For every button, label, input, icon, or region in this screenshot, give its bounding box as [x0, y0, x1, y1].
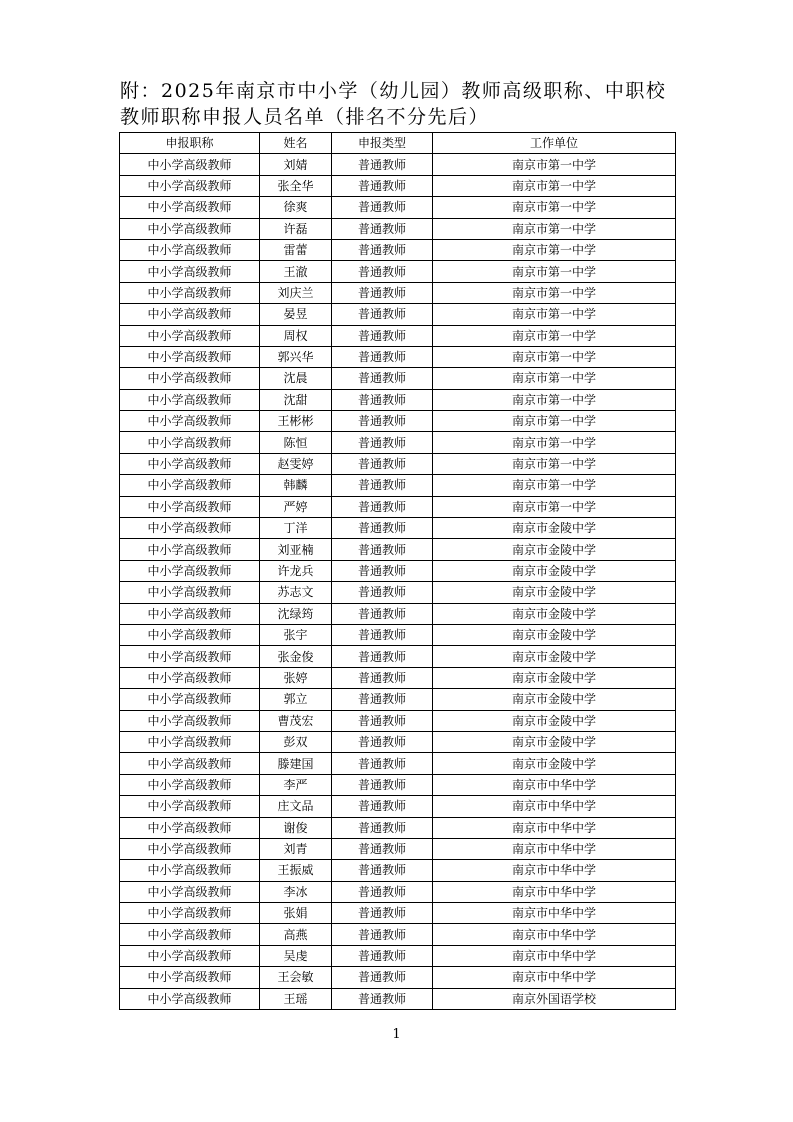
cell-name: 郭立: [260, 689, 332, 710]
cell-work-unit: 南京市中华中学: [433, 924, 676, 945]
cell-name: 韩麟: [260, 475, 332, 496]
cell-work-unit: 南京市中华中学: [433, 796, 676, 817]
cell-work-unit: 南京市第一中学: [433, 175, 676, 196]
cell-work-unit: 南京市金陵中学: [433, 560, 676, 581]
cell-name: 吴虔: [260, 945, 332, 966]
cell-work-unit: 南京市中华中学: [433, 967, 676, 988]
cell-title-applied: 中小学高级教师: [120, 325, 260, 346]
table-row: [120, 624, 676, 645]
cell-name: 张婷: [260, 667, 332, 688]
cell-name: 彭双: [260, 731, 332, 752]
cell-applicant-type: 普通教师: [332, 154, 433, 175]
cell-applicant-type: 普通教师: [332, 282, 433, 303]
cell-work-unit: 南京市第一中学: [433, 475, 676, 496]
cell-applicant-type: 普通教师: [332, 924, 433, 945]
cell-work-unit: 南京市第一中学: [433, 453, 676, 474]
cell-title-applied: 中小学高级教师: [120, 924, 260, 945]
table-body: [120, 154, 676, 1010]
cell-applicant-type: 普通教师: [332, 967, 433, 988]
cell-work-unit: 南京市第一中学: [433, 368, 676, 389]
cell-applicant-type: 普通教师: [332, 838, 433, 859]
cell-work-unit: 南京市第一中学: [433, 239, 676, 260]
cell-applicant-type: 普通教师: [332, 624, 433, 645]
cell-title-applied: 中小学高级教师: [120, 667, 260, 688]
table-row: [120, 860, 676, 881]
cell-name: 刘庆兰: [260, 282, 332, 303]
cell-applicant-type: 普通教师: [332, 175, 433, 196]
cell-name: 张金俊: [260, 646, 332, 667]
cell-title-applied: 中小学高级教师: [120, 175, 260, 196]
cell-name: 王瑶: [260, 988, 332, 1009]
table-row: [120, 667, 676, 688]
cell-work-unit: 南京市第一中学: [433, 346, 676, 367]
cell-title-applied: 中小学高级教师: [120, 453, 260, 474]
cell-work-unit: 南京市金陵中学: [433, 646, 676, 667]
cell-name: 周权: [260, 325, 332, 346]
cell-work-unit: 南京市中华中学: [433, 945, 676, 966]
cell-applicant-type: 普通教师: [332, 411, 433, 432]
cell-name: 郭兴华: [260, 346, 332, 367]
cell-applicant-type: 普通教师: [332, 817, 433, 838]
cell-applicant-type: 普通教师: [332, 945, 433, 966]
cell-name: 沈甜: [260, 389, 332, 410]
cell-name: 张娟: [260, 903, 332, 924]
cell-applicant-type: 普通教师: [332, 560, 433, 581]
cell-title-applied: 中小学高级教师: [120, 881, 260, 902]
cell-work-unit: 南京市中华中学: [433, 817, 676, 838]
table-row: [120, 154, 676, 175]
cell-name: 滕建国: [260, 753, 332, 774]
cell-title-applied: 中小学高级教师: [120, 582, 260, 603]
cell-title-applied: 中小学高级教师: [120, 304, 260, 325]
cell-name: 王振威: [260, 860, 332, 881]
header-name: 姓名: [260, 133, 332, 154]
cell-applicant-type: 普通教师: [332, 603, 433, 624]
cell-work-unit: 南京外国语学校: [433, 988, 676, 1009]
cell-name: 沈绿筠: [260, 603, 332, 624]
cell-work-unit: 南京市金陵中学: [433, 603, 676, 624]
table-row: [120, 881, 676, 902]
cell-name: 严婷: [260, 496, 332, 517]
cell-name: 李严: [260, 774, 332, 795]
cell-applicant-type: 普通教师: [332, 432, 433, 453]
cell-title-applied: 中小学高级教师: [120, 154, 260, 175]
cell-name: 王澈: [260, 261, 332, 282]
cell-work-unit: 南京市金陵中学: [433, 667, 676, 688]
cell-work-unit: 南京市金陵中学: [433, 731, 676, 752]
cell-work-unit: 南京市第一中学: [433, 218, 676, 239]
table-row: [120, 774, 676, 795]
table-row: [120, 903, 676, 924]
table-row: [120, 603, 676, 624]
table-row: [120, 710, 676, 731]
cell-applicant-type: 普通教师: [332, 496, 433, 517]
cell-title-applied: 中小学高级教师: [120, 518, 260, 539]
header-applicant-type: 申报类型: [332, 133, 433, 154]
cell-name: 许磊: [260, 218, 332, 239]
cell-work-unit: 南京市中华中学: [433, 860, 676, 881]
cell-applicant-type: 普通教师: [332, 218, 433, 239]
table-row: [120, 945, 676, 966]
cell-work-unit: 南京市第一中学: [433, 197, 676, 218]
cell-title-applied: 中小学高级教师: [120, 967, 260, 988]
cell-applicant-type: 普通教师: [332, 453, 433, 474]
cell-work-unit: 南京市第一中学: [433, 304, 676, 325]
header-work-unit: 工作单位: [433, 133, 676, 154]
cell-work-unit: 南京市金陵中学: [433, 518, 676, 539]
table-row: [120, 368, 676, 389]
table-row: [120, 496, 676, 517]
table-row: [120, 304, 676, 325]
cell-applicant-type: 普通教师: [332, 475, 433, 496]
table-row: [120, 582, 676, 603]
cell-title-applied: 中小学高级教师: [120, 346, 260, 367]
table-row: [120, 838, 676, 859]
cell-name: 李冰: [260, 881, 332, 902]
cell-title-applied: 中小学高级教师: [120, 731, 260, 752]
cell-work-unit: 南京市第一中学: [433, 411, 676, 432]
cell-applicant-type: 普通教师: [332, 731, 433, 752]
cell-name: 刘婧: [260, 154, 332, 175]
cell-work-unit: 南京市金陵中学: [433, 539, 676, 560]
applicant-table: [119, 132, 676, 1010]
table-row: [120, 967, 676, 988]
cell-title-applied: 中小学高级教师: [120, 817, 260, 838]
table-row: [120, 282, 676, 303]
cell-title-applied: 中小学高级教师: [120, 368, 260, 389]
cell-title-applied: 中小学高级教师: [120, 945, 260, 966]
cell-applicant-type: 普通教师: [332, 239, 433, 260]
cell-work-unit: 南京市第一中学: [433, 282, 676, 303]
cell-name: 刘青: [260, 838, 332, 859]
cell-work-unit: 南京市第一中学: [433, 325, 676, 346]
table-header-row: [120, 133, 676, 154]
cell-applicant-type: 普通教师: [332, 903, 433, 924]
cell-applicant-type: 普通教师: [332, 539, 433, 560]
cell-name: 苏志文: [260, 582, 332, 603]
table-row: [120, 689, 676, 710]
cell-name: 陈恒: [260, 432, 332, 453]
cell-title-applied: 中小学高级教师: [120, 432, 260, 453]
cell-title-applied: 中小学高级教师: [120, 539, 260, 560]
cell-work-unit: 南京市金陵中学: [433, 624, 676, 645]
cell-name: 谢俊: [260, 817, 332, 838]
cell-work-unit: 南京市金陵中学: [433, 582, 676, 603]
table-row: [120, 346, 676, 367]
cell-applicant-type: 普通教师: [332, 796, 433, 817]
cell-applicant-type: 普通教师: [332, 346, 433, 367]
cell-name: 雷蕾: [260, 239, 332, 260]
cell-applicant-type: 普通教师: [332, 753, 433, 774]
cell-name: 赵雯婷: [260, 453, 332, 474]
table-row: [120, 560, 676, 581]
cell-name: 张全华: [260, 175, 332, 196]
cell-name: 晏昱: [260, 304, 332, 325]
cell-title-applied: 中小学高级教师: [120, 988, 260, 1009]
table-row: [120, 432, 676, 453]
cell-applicant-type: 普通教师: [332, 710, 433, 731]
table-row: [120, 239, 676, 260]
cell-title-applied: 中小学高级教师: [120, 624, 260, 645]
cell-title-applied: 中小学高级教师: [120, 218, 260, 239]
cell-title-applied: 中小学高级教师: [120, 903, 260, 924]
cell-name: 高燕: [260, 924, 332, 945]
table-row: [120, 988, 676, 1009]
cell-applicant-type: 普通教师: [332, 988, 433, 1009]
cell-applicant-type: 普通教师: [332, 261, 433, 282]
cell-work-unit: 南京市中华中学: [433, 903, 676, 924]
cell-title-applied: 中小学高级教师: [120, 646, 260, 667]
cell-applicant-type: 普通教师: [332, 774, 433, 795]
document-title-line-1: 附：2025年南京市中小学（幼儿园）教师高级职称、中职校: [120, 80, 667, 102]
table-row: [120, 197, 676, 218]
cell-name: 庄文品: [260, 796, 332, 817]
cell-name: 刘亚楠: [260, 539, 332, 560]
cell-title-applied: 中小学高级教师: [120, 411, 260, 432]
cell-applicant-type: 普通教师: [332, 389, 433, 410]
table-row: [120, 325, 676, 346]
cell-title-applied: 中小学高级教师: [120, 560, 260, 581]
cell-title-applied: 中小学高级教师: [120, 475, 260, 496]
cell-name: 丁洋: [260, 518, 332, 539]
cell-name: 王会敏: [260, 967, 332, 988]
cell-title-applied: 中小学高级教师: [120, 239, 260, 260]
cell-title-applied: 中小学高级教师: [120, 389, 260, 410]
cell-applicant-type: 普通教师: [332, 860, 433, 881]
cell-applicant-type: 普通教师: [332, 197, 433, 218]
cell-name: 徐爽: [260, 197, 332, 218]
cell-applicant-type: 普通教师: [332, 667, 433, 688]
cell-title-applied: 中小学高级教师: [120, 774, 260, 795]
cell-work-unit: 南京市第一中学: [433, 432, 676, 453]
table-row: [120, 453, 676, 474]
cell-work-unit: 南京市第一中学: [433, 261, 676, 282]
cell-work-unit: 南京市中华中学: [433, 881, 676, 902]
cell-applicant-type: 普通教师: [332, 368, 433, 389]
table-row: [120, 753, 676, 774]
cell-applicant-type: 普通教师: [332, 518, 433, 539]
table-row: [120, 817, 676, 838]
cell-title-applied: 中小学高级教师: [120, 603, 260, 624]
cell-work-unit: 南京市中华中学: [433, 838, 676, 859]
cell-work-unit: 南京市金陵中学: [433, 753, 676, 774]
table-row: [120, 646, 676, 667]
cell-title-applied: 中小学高级教师: [120, 282, 260, 303]
cell-title-applied: 中小学高级教师: [120, 753, 260, 774]
table-row: [120, 389, 676, 410]
table-row: [120, 411, 676, 432]
cell-work-unit: 南京市金陵中学: [433, 710, 676, 731]
cell-title-applied: 中小学高级教师: [120, 197, 260, 218]
document-title-line-2: 教师职称申报人员名单（排名不分先后）: [120, 106, 490, 128]
table-row: [120, 175, 676, 196]
table-row: [120, 924, 676, 945]
cell-applicant-type: 普通教师: [332, 646, 433, 667]
cell-applicant-type: 普通教师: [332, 304, 433, 325]
cell-name: 沈晨: [260, 368, 332, 389]
table-row: [120, 731, 676, 752]
cell-work-unit: 南京市第一中学: [433, 496, 676, 517]
cell-title-applied: 中小学高级教师: [120, 496, 260, 517]
cell-work-unit: 南京市金陵中学: [433, 689, 676, 710]
table-row: [120, 539, 676, 560]
document-title: [120, 78, 680, 130]
cell-title-applied: 中小学高级教师: [120, 710, 260, 731]
cell-title-applied: 中小学高级教师: [120, 796, 260, 817]
table-row: [120, 218, 676, 239]
cell-applicant-type: 普通教师: [332, 881, 433, 902]
cell-title-applied: 中小学高级教师: [120, 689, 260, 710]
page-number: 1: [392, 1027, 401, 1042]
cell-applicant-type: 普通教师: [332, 582, 433, 603]
cell-work-unit: 南京市第一中学: [433, 154, 676, 175]
cell-work-unit: 南京市第一中学: [433, 389, 676, 410]
table-row: [120, 475, 676, 496]
table-row: [120, 796, 676, 817]
table-row: [120, 261, 676, 282]
cell-name: 王彬彬: [260, 411, 332, 432]
cell-title-applied: 中小学高级教师: [120, 838, 260, 859]
cell-work-unit: 南京市中华中学: [433, 774, 676, 795]
table-row: [120, 518, 676, 539]
cell-name: 张宇: [260, 624, 332, 645]
header-title-applied: 申报职称: [120, 133, 260, 154]
cell-name: 曹茂宏: [260, 710, 332, 731]
cell-applicant-type: 普通教师: [332, 689, 433, 710]
cell-title-applied: 中小学高级教师: [120, 860, 260, 881]
cell-name: 许龙兵: [260, 560, 332, 581]
cell-applicant-type: 普通教师: [332, 325, 433, 346]
cell-title-applied: 中小学高级教师: [120, 261, 260, 282]
